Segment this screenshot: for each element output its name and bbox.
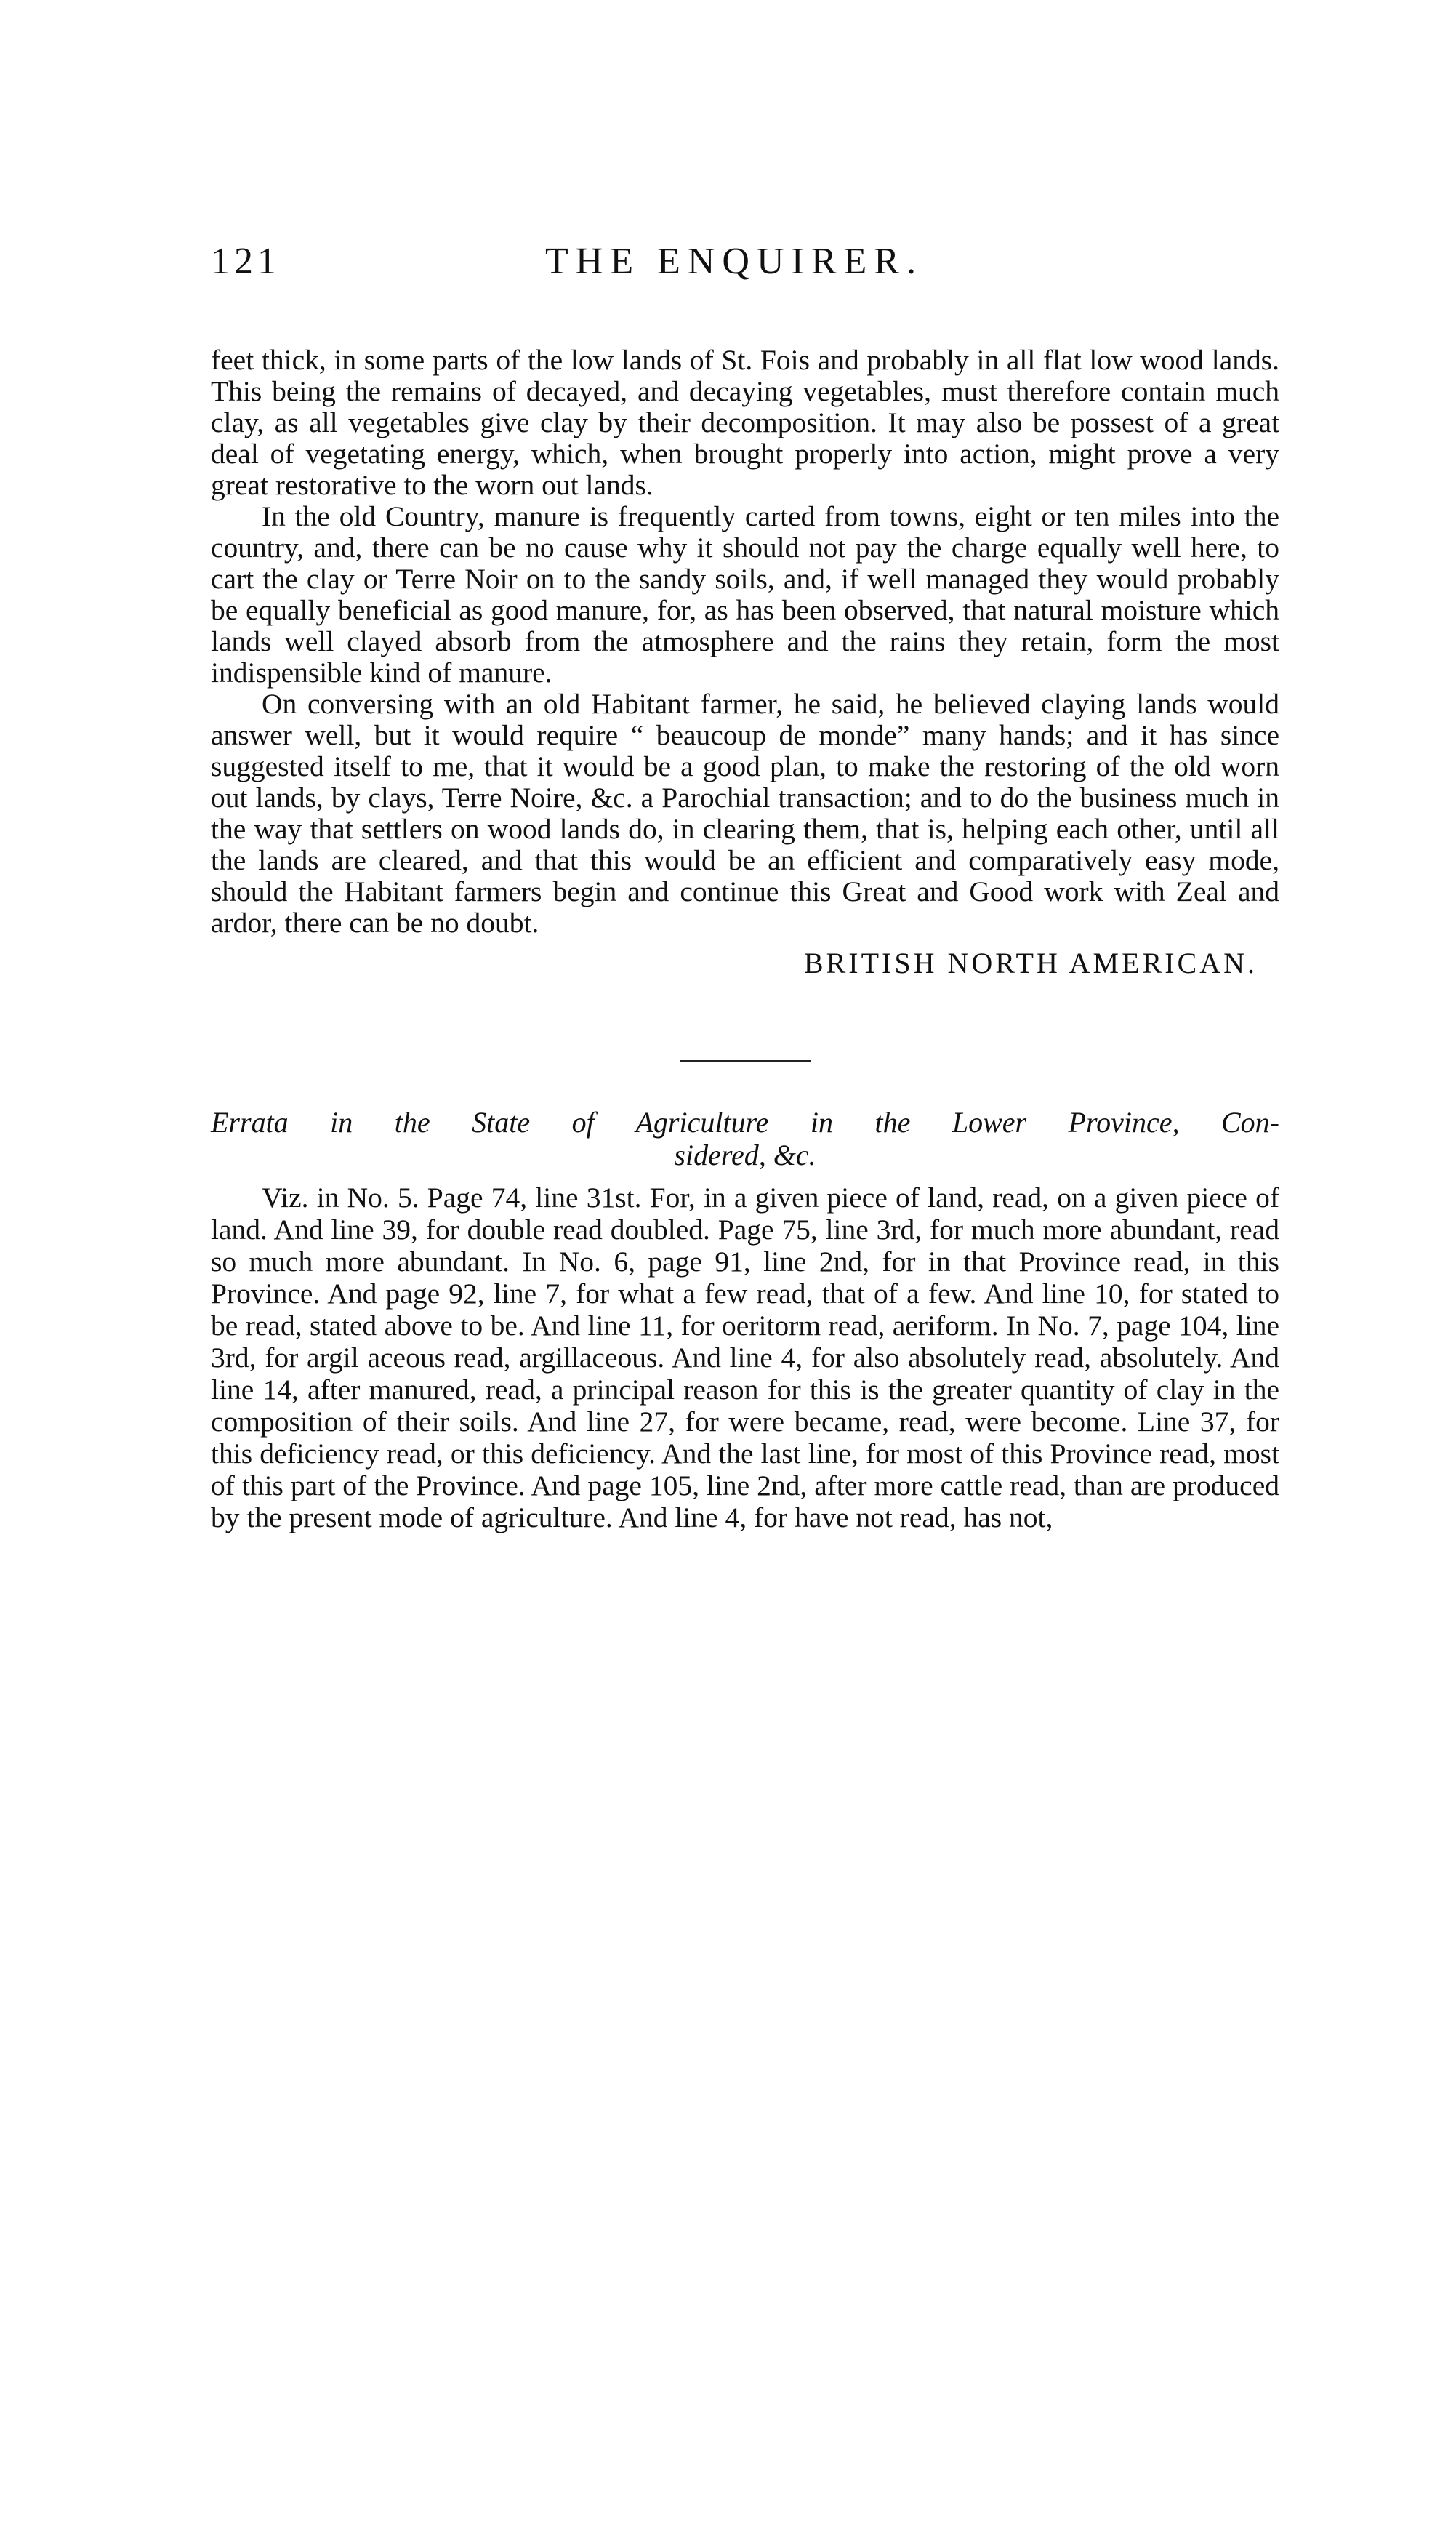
errata-text: Viz. in No. 5. Page 74, line 31st. For, in a given piece of land, read, on a given piece of land. And line 39, for double read doubled. Page 75, line 3rd, for much more abundant, read so much more abundant. In No. 6, page 91, line 2nd, for in that Province read, in this Province. And page 92, line 7, for what a few read, that of a few. And line 10, for stated to be read, stated above to be. And line 11, for oeritorm read, aeriform. In No. 7, page 104, line 3rd, for argil aceous read, argillaceous. And line 4, for also absolutely read, absolutely. And line 14, after manured, read, a principal reason for this is the greater quantity of clay in the composition of their soils. And line 27, for were became, read, were become. Line 37, for this deficiency read, or this deficiency. And the last line, for most of this Province read, most of this part of the Province. And page 105, line 2nd, after more cattle read, than are produced by the present mode of agriculture. And line 4, for have not read, has not, <box>211 1182 1279 1533</box>
errata-heading-line-1: Errata in the State of Agriculture in the Lower Province, Con- <box>211 1106 1279 1139</box>
page-number: 121 <box>211 241 281 282</box>
page <box>211 240 1279 1533</box>
article-body <box>211 345 1279 939</box>
journal-title: THE ENQUIRER. <box>545 241 923 282</box>
author-signature: BRITISH NORTH AMERICAN. <box>803 947 1258 979</box>
section-divider <box>680 1060 811 1062</box>
article-paragraph-3: On conversing with an old Habitant farmer, he said, he believed claying lands would answer well, but it would require “ beaucoup de monde” many hands; and it has since suggested itself to me, that it would be a good plan, to make the restoring of the old worn out lands, by clays, Terre Noire, &c. a Parochial transaction; and to do the business much in the way that settlers on wood lands do, in clearing them, that is, helping each other, until all the lands are cleared, and that this would be an efficient and comparatively easy mode, should the Habitant farmers begin and continue this Great and Good work with Zeal and ardor, there can be no doubt. <box>211 688 1279 939</box>
article-paragraph-2: In the old Country, manure is frequently carted from towns, eight or ten miles into the country, and, there can be no cause why it should not pay the charge equally well here, to cart the clay or Terre Noir on to the sandy soils, and, if well managed they would probably be equally beneficial as good manure, for, as has been observed, that natural moisture which lands well clayed absorb from the atmosphere and the rains they retain, form the most indispensible kind of manure. <box>211 500 1279 689</box>
errata-heading-line-2: sidered, &c. <box>674 1139 816 1171</box>
running-head <box>211 240 1279 298</box>
errata-heading <box>211 1106 1279 1171</box>
article-paragraph-1: feet thick, in some parts of the low lands of St. Fois and probably in all flat low wood lands. This being the remains of decayed, and decaying vegetables, must therefore contain much clay, as all vegetables give clay by their decomposition. It may also be possest of a great deal of vegetating energy, which, when brought properly into action, might prove a very great restorative to the worn out lands. <box>211 344 1279 501</box>
